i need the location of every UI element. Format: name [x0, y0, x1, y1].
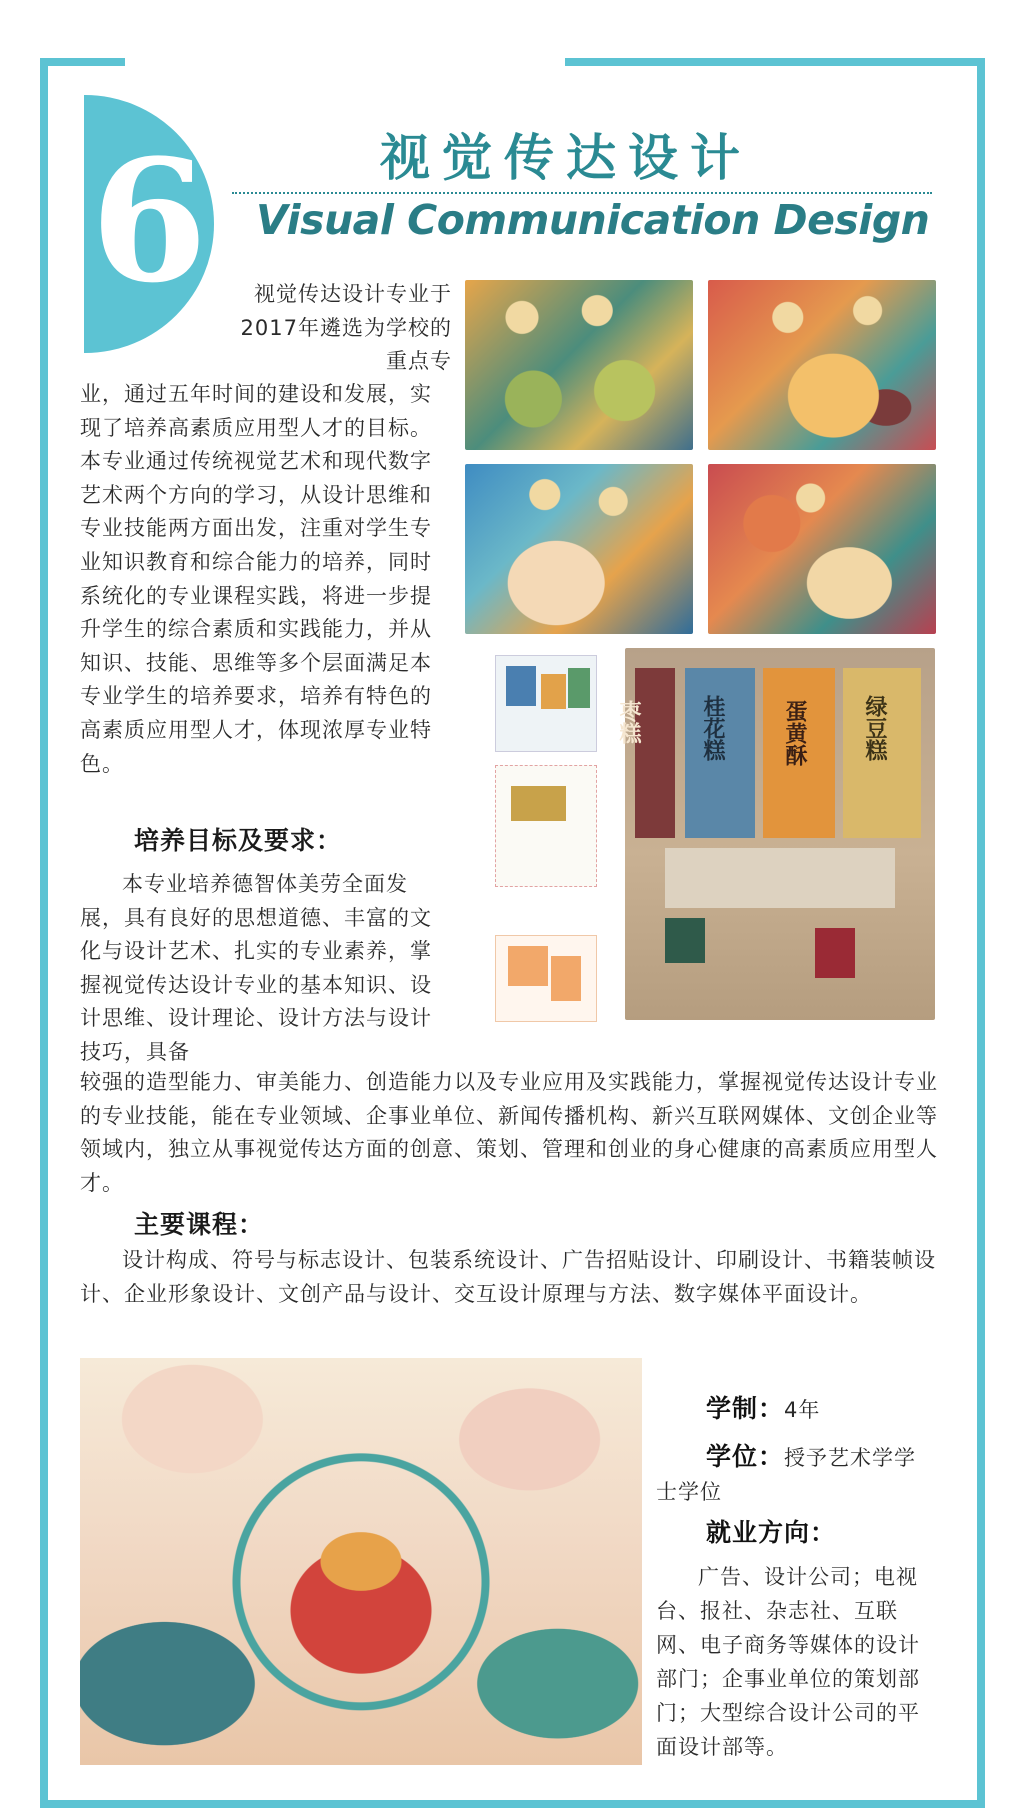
banner-label: 枣糕: [616, 700, 642, 744]
illustration-pastry-orange: [708, 280, 936, 450]
career-text: 广告、设计公司；电视台、报社、杂志社、互联网、电子商务等媒体的设计部门；企事业单位的策划部门；大型综合设计公司的平面设计部等。: [656, 1565, 920, 1759]
section-number: 6: [90, 122, 208, 320]
career-heading: 就业方向：: [706, 1518, 837, 1547]
intro-body-text: 业，通过五年时间的建设和发展，实现了培养高素质应用型人才的目标。本专业通过传统视觉艺术和现代数字艺术两个方向的学习，从设计思维和专业技能两方面出发，注重对学生专业知识教育和综合能力的培养，同时系统化的专业课程实践，将进一步提升学生的综合素质和实践能力，并从知识、技能、思维等多个层面满足本专业学生的培养要求，培养有特色的高素质应用型人才，体现浓厚专业特色。: [80, 382, 432, 776]
frame-border-top-left: [40, 58, 125, 66]
mural-illustration: [80, 1358, 642, 1765]
years-value: 4年: [784, 1398, 821, 1422]
years-label: 学制：: [706, 1394, 785, 1423]
frame-border-right: [977, 58, 985, 1808]
illustration-mooncake-green: [465, 280, 693, 450]
banner-label: 绿豆糕: [862, 695, 888, 761]
packaging-dieline-1: [495, 655, 597, 752]
packaging-dieline-3: [495, 935, 597, 1022]
page-title-en: Visual Communication Design: [256, 196, 930, 244]
intro-lead-text: 视觉传达设计专业于2017年遴选为学校的重点专: [240, 282, 452, 374]
info-years: [706, 1392, 820, 1427]
frame-border-left: [40, 58, 48, 1808]
courses-text: 设计构成、符号与标志设计、包装系统设计、广告招贴设计、印刷设计、书籍装帧设计、企业形象设计、文创产品与设计、交互设计原理与方法、数字媒体平面设计。: [80, 1248, 936, 1306]
frame-border-top-right: [565, 58, 985, 66]
banner-label: 蛋黄酥: [782, 700, 808, 766]
packaging-dieline-2: [495, 765, 597, 887]
exhibition-photo: [625, 648, 935, 1020]
goals-heading: 培养目标及要求：: [134, 826, 343, 855]
goals-text-part2: 较强的造型能力、审美能力、创造能力以及专业应用及实践能力，掌握视觉传达设计专业的专业技能，能在专业领域、企事业单位、新闻传播机构、新兴互联网媒体、文创企业等领域内，独立从事视觉传达方面的创意、策划、管理和创业的身心健康的高素质应用型人才。: [80, 1070, 938, 1195]
title-dotted-rule: [232, 192, 932, 194]
frame-border-bottom: [40, 1800, 985, 1808]
goals-text-part1: 本专业培养德智体美劳全面发展，具有良好的思想道德、丰富的文化与设计艺术、扎实的专业素养，掌握视觉传达设计专业的基本知识、设计思维、设计理论、设计方法与设计技巧，具备: [80, 872, 432, 1064]
degree-value: 授予艺术学学士学位: [656, 1446, 917, 1504]
courses-heading: 主要课程：: [134, 1210, 265, 1239]
info-degree: [656, 1440, 936, 1509]
banner-label: 桂花糕: [700, 695, 726, 761]
page-title-zh: 视觉传达设计: [380, 128, 752, 187]
illustration-cake-blue: [465, 464, 693, 634]
degree-label: 学位：: [706, 1442, 785, 1471]
illustration-cake-red: [708, 464, 936, 634]
